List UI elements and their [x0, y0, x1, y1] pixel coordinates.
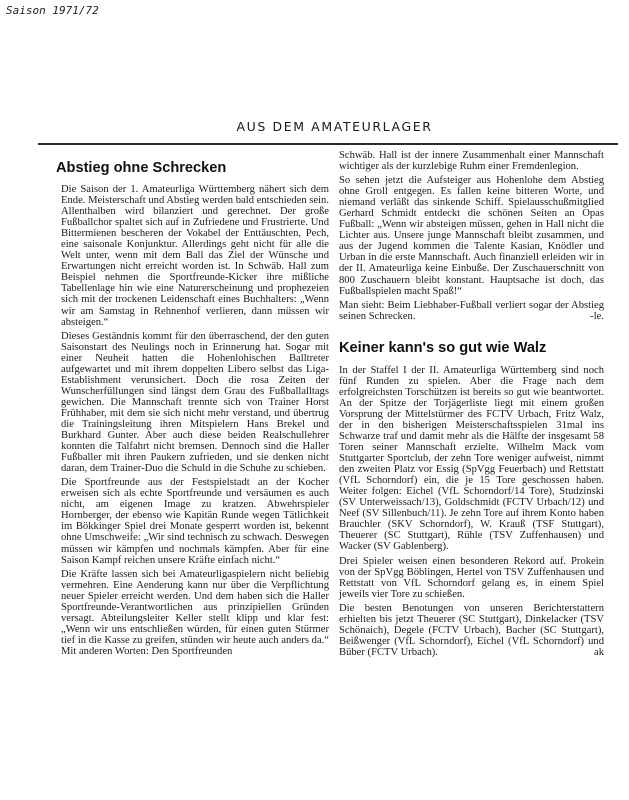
article2-signature: ak: [594, 646, 604, 658]
article2-headline: Keiner kann's so gut wie Walz: [339, 339, 547, 356]
article1-paragraph-continued: Schwäb. Hall ist der innere Zusammenhalt einer Mannschaft wichtiger als der kurzlebige Ruhm einer Fremdenlegion.: [339, 150, 604, 173]
section-divider: [38, 143, 618, 145]
article1-closing-text: Man sieht: Beim Liebhaber-Fußball verliert sogar der Abstieg seinen Schrecken.: [339, 299, 604, 322]
left-column: [56, 150, 330, 660]
article2-closing: [339, 603, 604, 658]
right-column: [339, 150, 604, 661]
article2-paragraph: In der Staffel I der II. Amateurliga Württemberg sind noch fünf Runden zu spielen. Aber die Frage nach dem erfolgreichsten Torschützen ist bereits so gut wie beantwortet. An der Spitze der Torjägerliste liegt mit einem großen Vorsprung der Mittelstürmer des FCTV Urbach, Fritz Walz, der in den bisherigen Meisterschaftsspielen 31mal ins Schwarze traf und damit mehr als die Hälfte der insgesamt 58 Toren seiner Mannschaft erzielte. Wilhelm Mack vom Stuttgarter Sportclub, der zehn Tore weniger aufweist, nimmt den zweiten Platz vor Essig (SpVgg Feuerbach) und Rettstatt (VfL Schorndorf) ein, die je 15 Tore geschossen haben. Weiter folgen: Eichel (VfL Schorndorf/14 Tore), Studzinski (SV Unterweissach/13), Goldschmidt (FCTV Urbach/12) und Neef (SV Sillenbuch/11). Je zehn Tore auf ihrem Konto haben Brauchler (SKV Schorndorf), W. Krauß (TSF Stuttgart), Theuerer (SC Stuttgart), Rühle (TSV Zuffenhausen) und Wacker (SV Gablenberg).: [339, 364, 604, 553]
article1-paragraph: Die Sportfreunde aus der Festspielstadt an der Kocher erweisen sich als echte Sportfreunde und versäumen es auch nicht, am eigenen Image zu kratzen. Abwehrspieler Hornberger, der ebenso wie Kapitän Runde wegen Tätlichkeit im Bökkinger Spiel drei Monate gesperrt worden ist, bekennt ohne Umschweife: „Wir sind technisch zu schwach. Deswegen müssen wir kämpfen und nochmals kämpfen. Aber für eine Saison Kampf reichen unsere Kräfte einfach nicht.“: [61, 477, 329, 566]
article1-headline: Abstieg ohne Schrecken: [56, 160, 227, 176]
article1-paragraph: Die Saison der 1. Amateurliga Württemberg nähert sich dem Ende. Meisterschaft und Abstieg werden bald entschieden sein. Allenthalben wird bilanziert und gerechnet. Der große Fußballchor spaltet sich auf in Zufriedene und Frustrierte. Und Bittermienen bescheren der Vokabel der Enttäuschten, Pech, eine saisonale Konjunktur. Allerdings geht nicht für alle die Welt unter, wenn mit dem Ball das Ziel der Wünsche und Erwartungen nicht erreicht worden ist. In Schwäb. Hall zum Beispiel nehmen die Sportfreunde-Kicker ihre mißliche Tabellenlage hin wie eine Naturerscheinung und prophezeien sich mit der trockenen Leidenschaft eines Buchhalters: „Wenn wir am Samstag in Rehnenhof verlieren, dann müssen wir absteigen.“: [61, 184, 330, 328]
article2-paragraph: Drei Spieler weisen einen besonderen Rekord auf. Prokein von der SpVgg Böblingen, Hertel von TSV Zuffenhausen und Rettstatt von VfL Schorndorf gelang es, in einem Spiel jeweils vier Tore zu schießen.: [339, 555, 604, 600]
article1-paragraph: So sehen jetzt die Aufsteiger aus Hohenlohe dem Abstieg ohne Groll entgegen. Es fallen keine bitteren Worte, und niemand verläßt das sinkende Schiff. Spielausschußmitglied Gerhard Schmidt entdeckt die schönen Seiten an Opas Fußball: „Wenn wir absteigen müssen, gehen in Hall nicht die Lichter aus. Unsere junge Mannschaft bleibt zusammen, und aus der Jugend kommen die Talente Kasian, Knödler und Urban in die erste Mannschaft. Auch finanziell erleiden wir in der II. Amateurliga keine Einbuße. Der Zuschauerschnitt von 800 Zuschauern bleibt konstant. Hauptsache ist doch, das Fußballspielen macht Spaß!“: [339, 175, 604, 297]
article1-signature: -le.: [590, 310, 604, 322]
season-label: Saison 1971/72: [6, 4, 99, 17]
article2-closing-text: Die besten Benotungen von unseren Berichterstattern erhielten bis jetzt Theuerer (SC Stuttgart), Dinkelacker (TSV Schönaich), Degele (FCTV Urbach), Bacher (SC Stuttgart), Beißwenger (VfL Schorndorf), Eichel (VfL Schorndorf) und Büber (FCTV Urbach).: [339, 602, 604, 658]
article1-paragraph: Dieses Geständnis kommt für den überraschend, der den guten Saisonstart des Neulings noch in Erinnerung hat. Sogar mit einer Neuheit hatten die Hohenlohischen Balltreter aufgewartet und mit ihrem doppelten Libero selbst das Liga-Establishment verunsichert. Doch die rosa Zeiten der Wunscherfüllungen sind längst dem Grau des Fußballalltags gewichen. Die Mannschaft trennte sich von Trainer Horst Frühhaber, mit dem sie sich nicht mehr verstand, und übertrug die Trainingsleitung ihren Mitspielern Hans Brekel und Burkhard Gunter. Aber auch diese beiden Realschullehrer konnten die Talfahrt nicht bremsen. Dennoch sind die Haller Fußballer mit ihren Paukern zufrieden, und sie denken nicht daran, dem Trainer-Duo die Schuld in die Schuhe zu schieben.: [61, 330, 329, 475]
article1-closing: [339, 300, 604, 322]
article1-paragraph: Die Kräfte lassen sich bei Amateurligaspielern nicht beliebig vermehren. Eine Aenderung kann nur über die Verpflichtung neuer Spieler erreicht werden. Und dem haben sich die Haller Sportfreunde-Verantwortlichen aus prinzipiellen Gründen versagt. Abteilungsleiter Keller stellt klipp und klar fest: „Wenn wir uns entschließen würden, für einen guten Stürmer tief in die Kasse zu greifen, stünden wir heute auch anders da.“ Mit anderen Worten: Den Sportfreunden: [61, 568, 329, 657]
section-title: AUS DEM AMATEURLAGER: [236, 119, 433, 134]
